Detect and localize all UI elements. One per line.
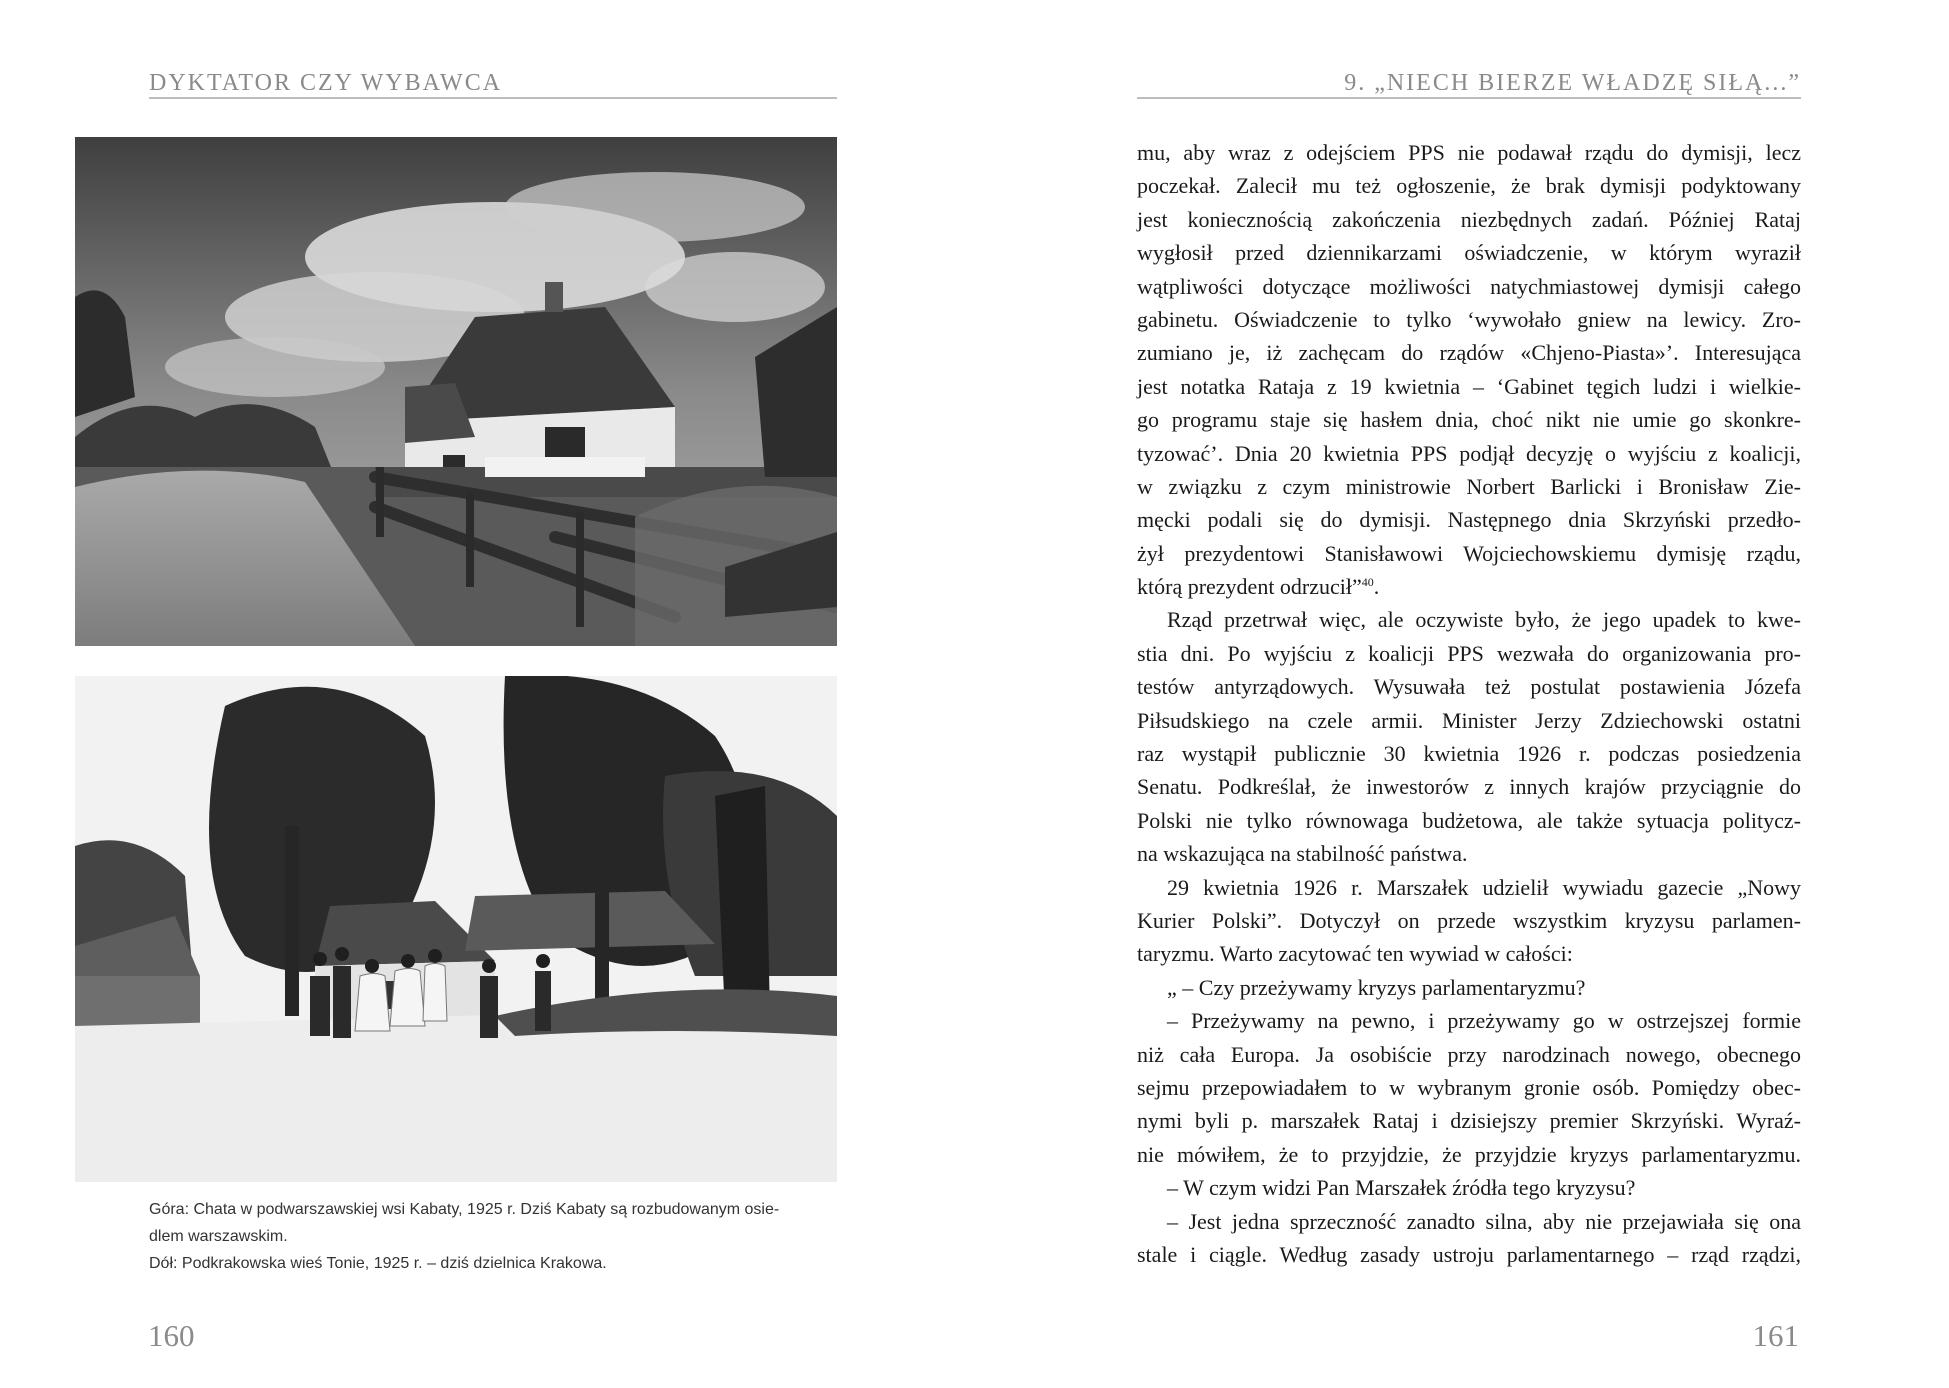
village-photo-image — [75, 676, 837, 1182]
text-line: nymi byli p. marszałek Rataj i dzisiejszy premier Skrzyński. Wyraź- — [1137, 1108, 1801, 1134]
text-line: jest koniecznością zakończenia niezbędnych zadań. Później Rataj — [1137, 206, 1801, 232]
text-line: żył prezydentowi Stanisławowi Wojciechowskiemu dymisję rządu, — [1137, 540, 1801, 566]
text-line: wygłosił przed dziennikarzami oświadczenie, w którym wyraził — [1137, 240, 1801, 266]
text-line: – Jest jedna sprzeczność zanadto silna, aby nie przejawiała się ona — [1167, 1208, 1801, 1234]
page-number: 161 — [1752, 1318, 1799, 1353]
text-line: mu, aby wraz z odejściem PPS nie podawał rządu do dymisji, lecz — [1137, 140, 1801, 165]
text-line: jest notatka Rataja z 19 kwietnia – ‘Gabinet tęgich ludzi i wielkie- — [1137, 373, 1801, 399]
text-line: męcki podali się do dymisji. Następnego dnia Skrzyński przedło- — [1137, 507, 1801, 533]
text-line: taryzmu. Warto zacytować ten wywiad w całości: — [1137, 941, 1573, 967]
cottage-photo-image — [75, 137, 837, 646]
right-page — [975, 0, 1949, 1388]
text-line: zumiano je, iż zachęcam do rządów «Chjeno-Piasta»’. Interesująca — [1137, 340, 1801, 366]
text-line-with-footnote: którą prezydent odrzucił”$^{40}$. — [1137, 574, 1380, 600]
caption-line: Dół: Podkrakowska wieś Tonie, 1925 r. – dziś dzielnica Krakowa. — [149, 1255, 607, 1272]
text-line: sejmu przepowiadałem to w wybranym gronie osób. Pomiędzy obec- — [1137, 1074, 1801, 1100]
text-line: poczekał. Zalecił mu też ogłoszenie, że brak dymisji podyktowany — [1137, 173, 1801, 199]
caption-line: Góra: Chata w podwarszawskiej wsi Kabaty, 1925 r. Dziś Kabaty są rozbudowanym osie- — [149, 1201, 780, 1218]
text-line: Senatu. Podkreślał, że inwestorów z innych krajów przyciągnie do — [1137, 774, 1801, 800]
running-head: DYKTATOR CZY WYBAWCA — [149, 70, 503, 96]
header-rule — [149, 97, 837, 99]
text-line: go programu staje się hasłem dnia, choć nikt nie umie go skonkre- — [1137, 407, 1801, 433]
photo-caption — [149, 1196, 837, 1277]
text-line: tyzować’. Dnia 20 kwietnia PPS podjął decyzję o wyjściu z koalicji, — [1137, 440, 1801, 466]
text-line: niż cała Europa. Ja osobiście przy narodzinach nowego, obecnego — [1137, 1041, 1801, 1067]
photo-village-street — [75, 676, 837, 1182]
footnote-reference: 40 — [1361, 575, 1374, 590]
text-line: nie mówiłem, że to przyjdzie, że przyjdzie kryzys parlamentaryzmu. — [1137, 1141, 1801, 1167]
text-line: którą prezydent odrzucił” — [1137, 574, 1362, 600]
text-line: „ – Czy przeżywamy kryzys parlamentaryzmu? — [1167, 974, 1586, 1000]
text-line: – Przeżywamy na pewno, i przeżywamy go w ostrzejszej formie — [1167, 1008, 1801, 1034]
text-line: stia dni. Po wyjściu z koalicji PPS wezwała do organizowania pro- — [1137, 640, 1801, 666]
text-line: w związku z czym ministrowie Norbert Barlicki i Bronisław Zie- — [1137, 473, 1801, 499]
running-head: 9. „NIECH BIERZE WŁADZĘ SIŁĄ...” — [1344, 70, 1801, 96]
body-text — [1137, 136, 1801, 1271]
text-line: Kurier Polski”. Dotyczył on przede wszystkim kryzysu parlamen- — [1137, 907, 1801, 933]
photo-thatched-cottage — [75, 137, 837, 646]
text-line: wątpliwości dotyczące możliwości natychmiastowej dymisji całego — [1137, 273, 1801, 299]
page-number: 160 — [148, 1318, 195, 1353]
text-line: na wskazująca na stabilność państwa. — [1137, 841, 1468, 867]
text-line: testów antyrządowych. Wysuwała też postulat postawienia Józefa — [1137, 674, 1801, 700]
text-line: gabinetu. Oświadczenie to tylko ‘wywołało gniew na lewicy. Zro- — [1137, 306, 1801, 332]
text-line: Rząd przetrwał więc, ale oczywiste było, że jego upadek to kwe- — [1167, 607, 1801, 633]
text-line: 29 kwietnia 1926 r. Marszałek udzielił wywiadu gazecie „Nowy — [1167, 874, 1801, 900]
text-line: stale i ciągle. Według zasady ustroju parlamentarnego – rząd rządzi, — [1137, 1241, 1801, 1267]
header-rule — [1137, 97, 1801, 99]
left-page — [0, 0, 974, 1388]
caption-line: dlem warszawskim. — [149, 1228, 288, 1245]
text-line: Piłsudskiego na czele armii. Minister Jerzy Zdziechowski ostatni — [1137, 707, 1801, 733]
text-line: – W czym widzi Pan Marszałek źródła tego kryzysu? — [1167, 1175, 1636, 1201]
text-line: Polski nie tylko równowaga budżetowa, ale także sytuacja politycz- — [1137, 807, 1801, 833]
text-line: raz wystąpił publicznie 30 kwietnia 1926 r. podczas posiedzenia — [1137, 741, 1801, 767]
